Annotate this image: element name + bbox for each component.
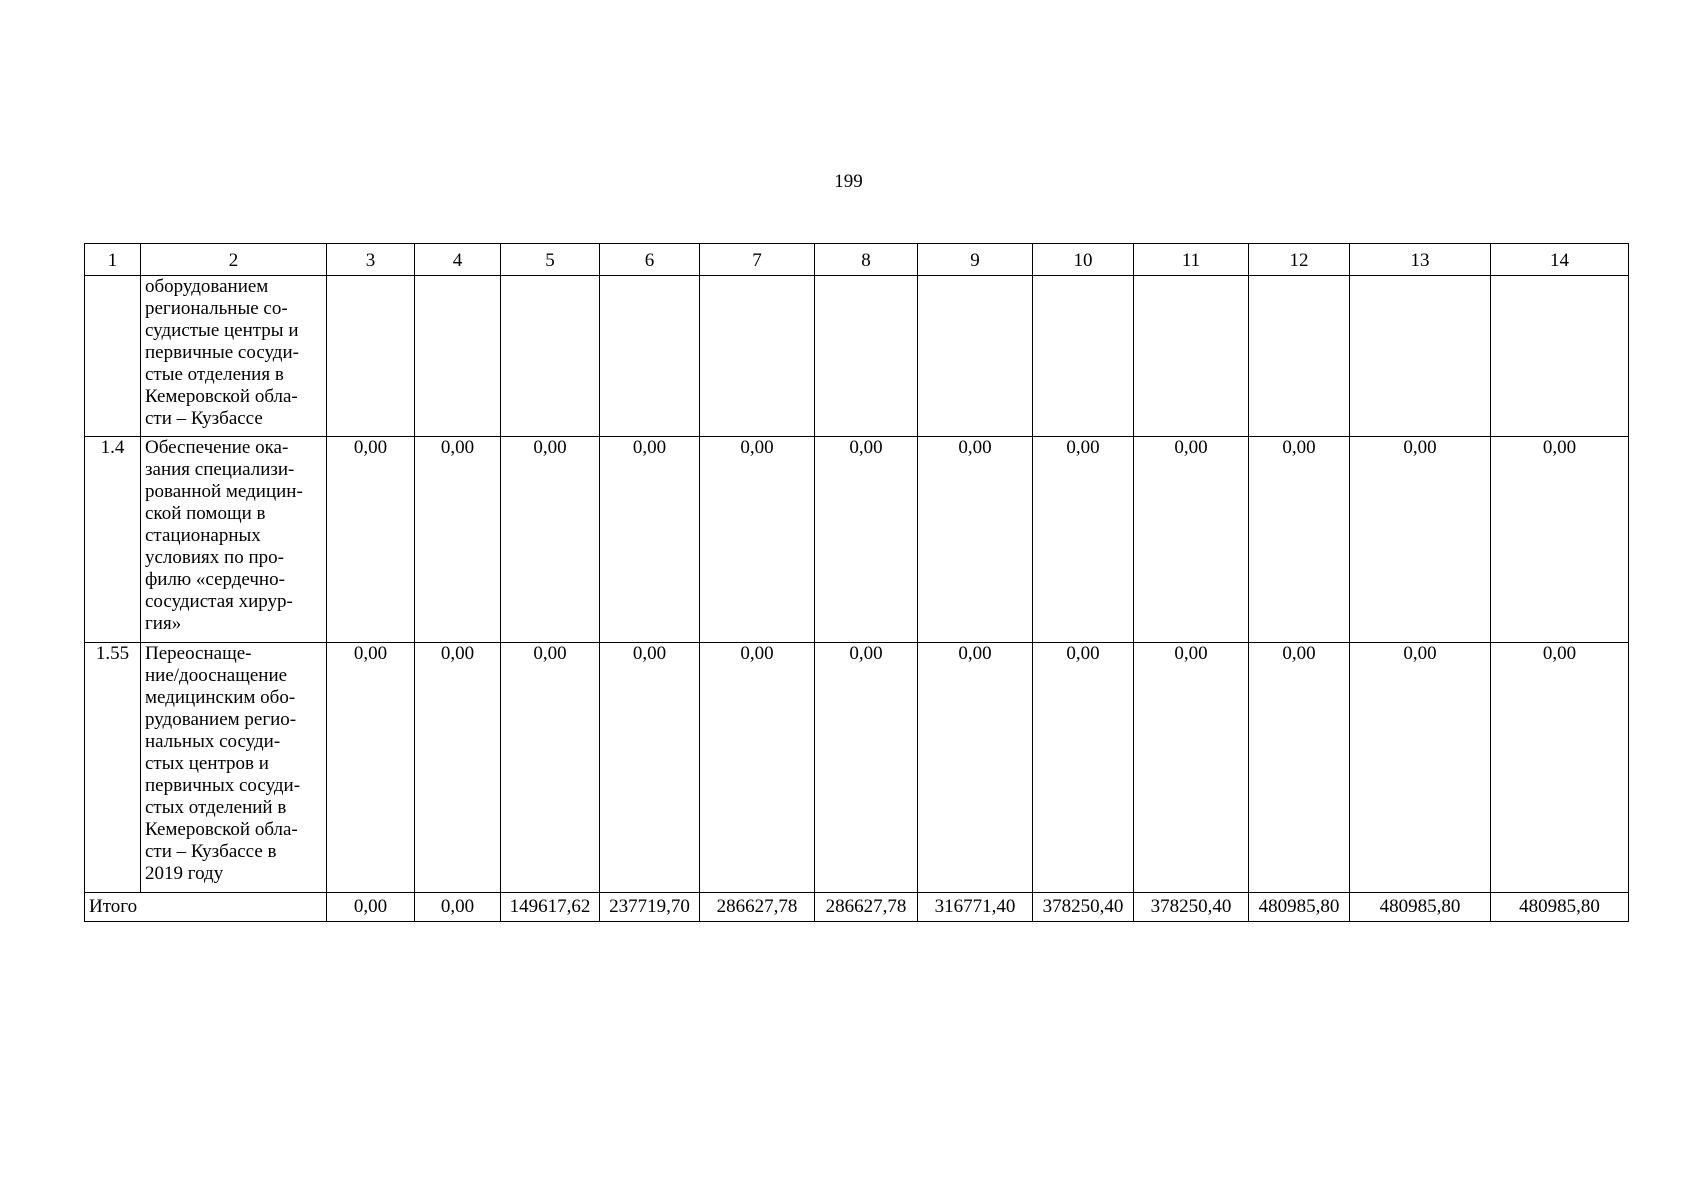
column-header: 10	[1033, 244, 1134, 276]
total-cell: 0,00	[415, 893, 501, 922]
table-cell: 0,00	[1249, 437, 1350, 643]
table-row	[85, 276, 1629, 437]
table-cell	[1033, 276, 1134, 437]
table-cell: 0,00	[415, 643, 501, 893]
table-cell: 0,00	[1134, 643, 1249, 893]
table-cell	[1491, 276, 1629, 437]
column-header: 12	[1249, 244, 1350, 276]
column-header: 14	[1491, 244, 1629, 276]
table-cell: 0,00	[815, 437, 918, 643]
row-number: 1.55	[85, 643, 141, 893]
table-cell: 0,00	[700, 643, 815, 893]
table-cell: 0,00	[501, 643, 600, 893]
table-cell: 0,00	[1350, 437, 1491, 643]
table-cell	[815, 276, 918, 437]
table-cell	[327, 276, 415, 437]
column-header: 4	[415, 244, 501, 276]
table-cell	[1249, 276, 1350, 437]
total-cell: 316771,40	[918, 893, 1033, 922]
total-cell: 480985,80	[1249, 893, 1350, 922]
column-header: 11	[1134, 244, 1249, 276]
table-cell: 0,00	[700, 437, 815, 643]
row-description: оборудованием региональные со- судистые центры и первичные сосуди- стые отделения в Кемеровской обла- сти – Кузбассе	[141, 276, 327, 437]
total-label: Итого	[85, 893, 327, 922]
column-header: 13	[1350, 244, 1491, 276]
table-cell: 0,00	[600, 643, 700, 893]
table-row	[85, 437, 1629, 643]
table-cell	[700, 276, 815, 437]
table-cell: 0,00	[327, 643, 415, 893]
table-cell: 0,00	[1491, 437, 1629, 643]
table-cell: 0,00	[918, 643, 1033, 893]
table-cell: 0,00	[501, 437, 600, 643]
table-cell	[1350, 276, 1491, 437]
row-description: Переоснаще- ние/дооснащение медицинским обо- рудованием регио- нальных сосуди- стых центров и первичных сосуди- стых отделений в Кемеровской обла- сти – Кузбассе в 2019 году	[141, 643, 327, 893]
table-cell	[501, 276, 600, 437]
total-row	[85, 893, 1629, 922]
table-cell: 0,00	[815, 643, 918, 893]
column-header: 3	[327, 244, 415, 276]
table-cell: 0,00	[327, 437, 415, 643]
total-cell: 378250,40	[1134, 893, 1249, 922]
row-number: 1.4	[85, 437, 141, 643]
total-cell: 0,00	[327, 893, 415, 922]
column-header: 6	[600, 244, 700, 276]
table-row	[85, 643, 1629, 893]
page-number: 199	[834, 171, 863, 192]
total-cell: 286627,78	[815, 893, 918, 922]
total-cell: 378250,40	[1033, 893, 1134, 922]
table-cell: 0,00	[1033, 437, 1134, 643]
row-description: Обеспечение ока- зания специализи- рованной медицин- ской помощи в стационарных условиях по про- филю «сердечно- сосудистая хирур- гия»	[141, 437, 327, 643]
table-cell: 0,00	[1033, 643, 1134, 893]
table-cell: 0,00	[918, 437, 1033, 643]
total-cell: 286627,78	[700, 893, 815, 922]
total-cell: 480985,80	[1350, 893, 1491, 922]
table-cell: 0,00	[600, 437, 700, 643]
table-cell: 0,00	[415, 437, 501, 643]
table-cell	[918, 276, 1033, 437]
table-cell	[600, 276, 700, 437]
table-cell	[1134, 276, 1249, 437]
table-header-row	[85, 244, 1629, 276]
column-header: 9	[918, 244, 1033, 276]
total-cell: 237719,70	[600, 893, 700, 922]
column-header: 1	[85, 244, 141, 276]
budget-table	[84, 243, 1629, 922]
column-header: 5	[501, 244, 600, 276]
table-cell	[415, 276, 501, 437]
table-cell: 0,00	[1134, 437, 1249, 643]
table-cell: 0,00	[1491, 643, 1629, 893]
column-header: 2	[141, 244, 327, 276]
total-cell: 480985,80	[1491, 893, 1629, 922]
column-header: 8	[815, 244, 918, 276]
table-cell: 0,00	[1350, 643, 1491, 893]
column-header: 7	[700, 244, 815, 276]
table-cell: 0,00	[1249, 643, 1350, 893]
row-number	[85, 276, 141, 437]
total-cell: 149617,62	[501, 893, 600, 922]
